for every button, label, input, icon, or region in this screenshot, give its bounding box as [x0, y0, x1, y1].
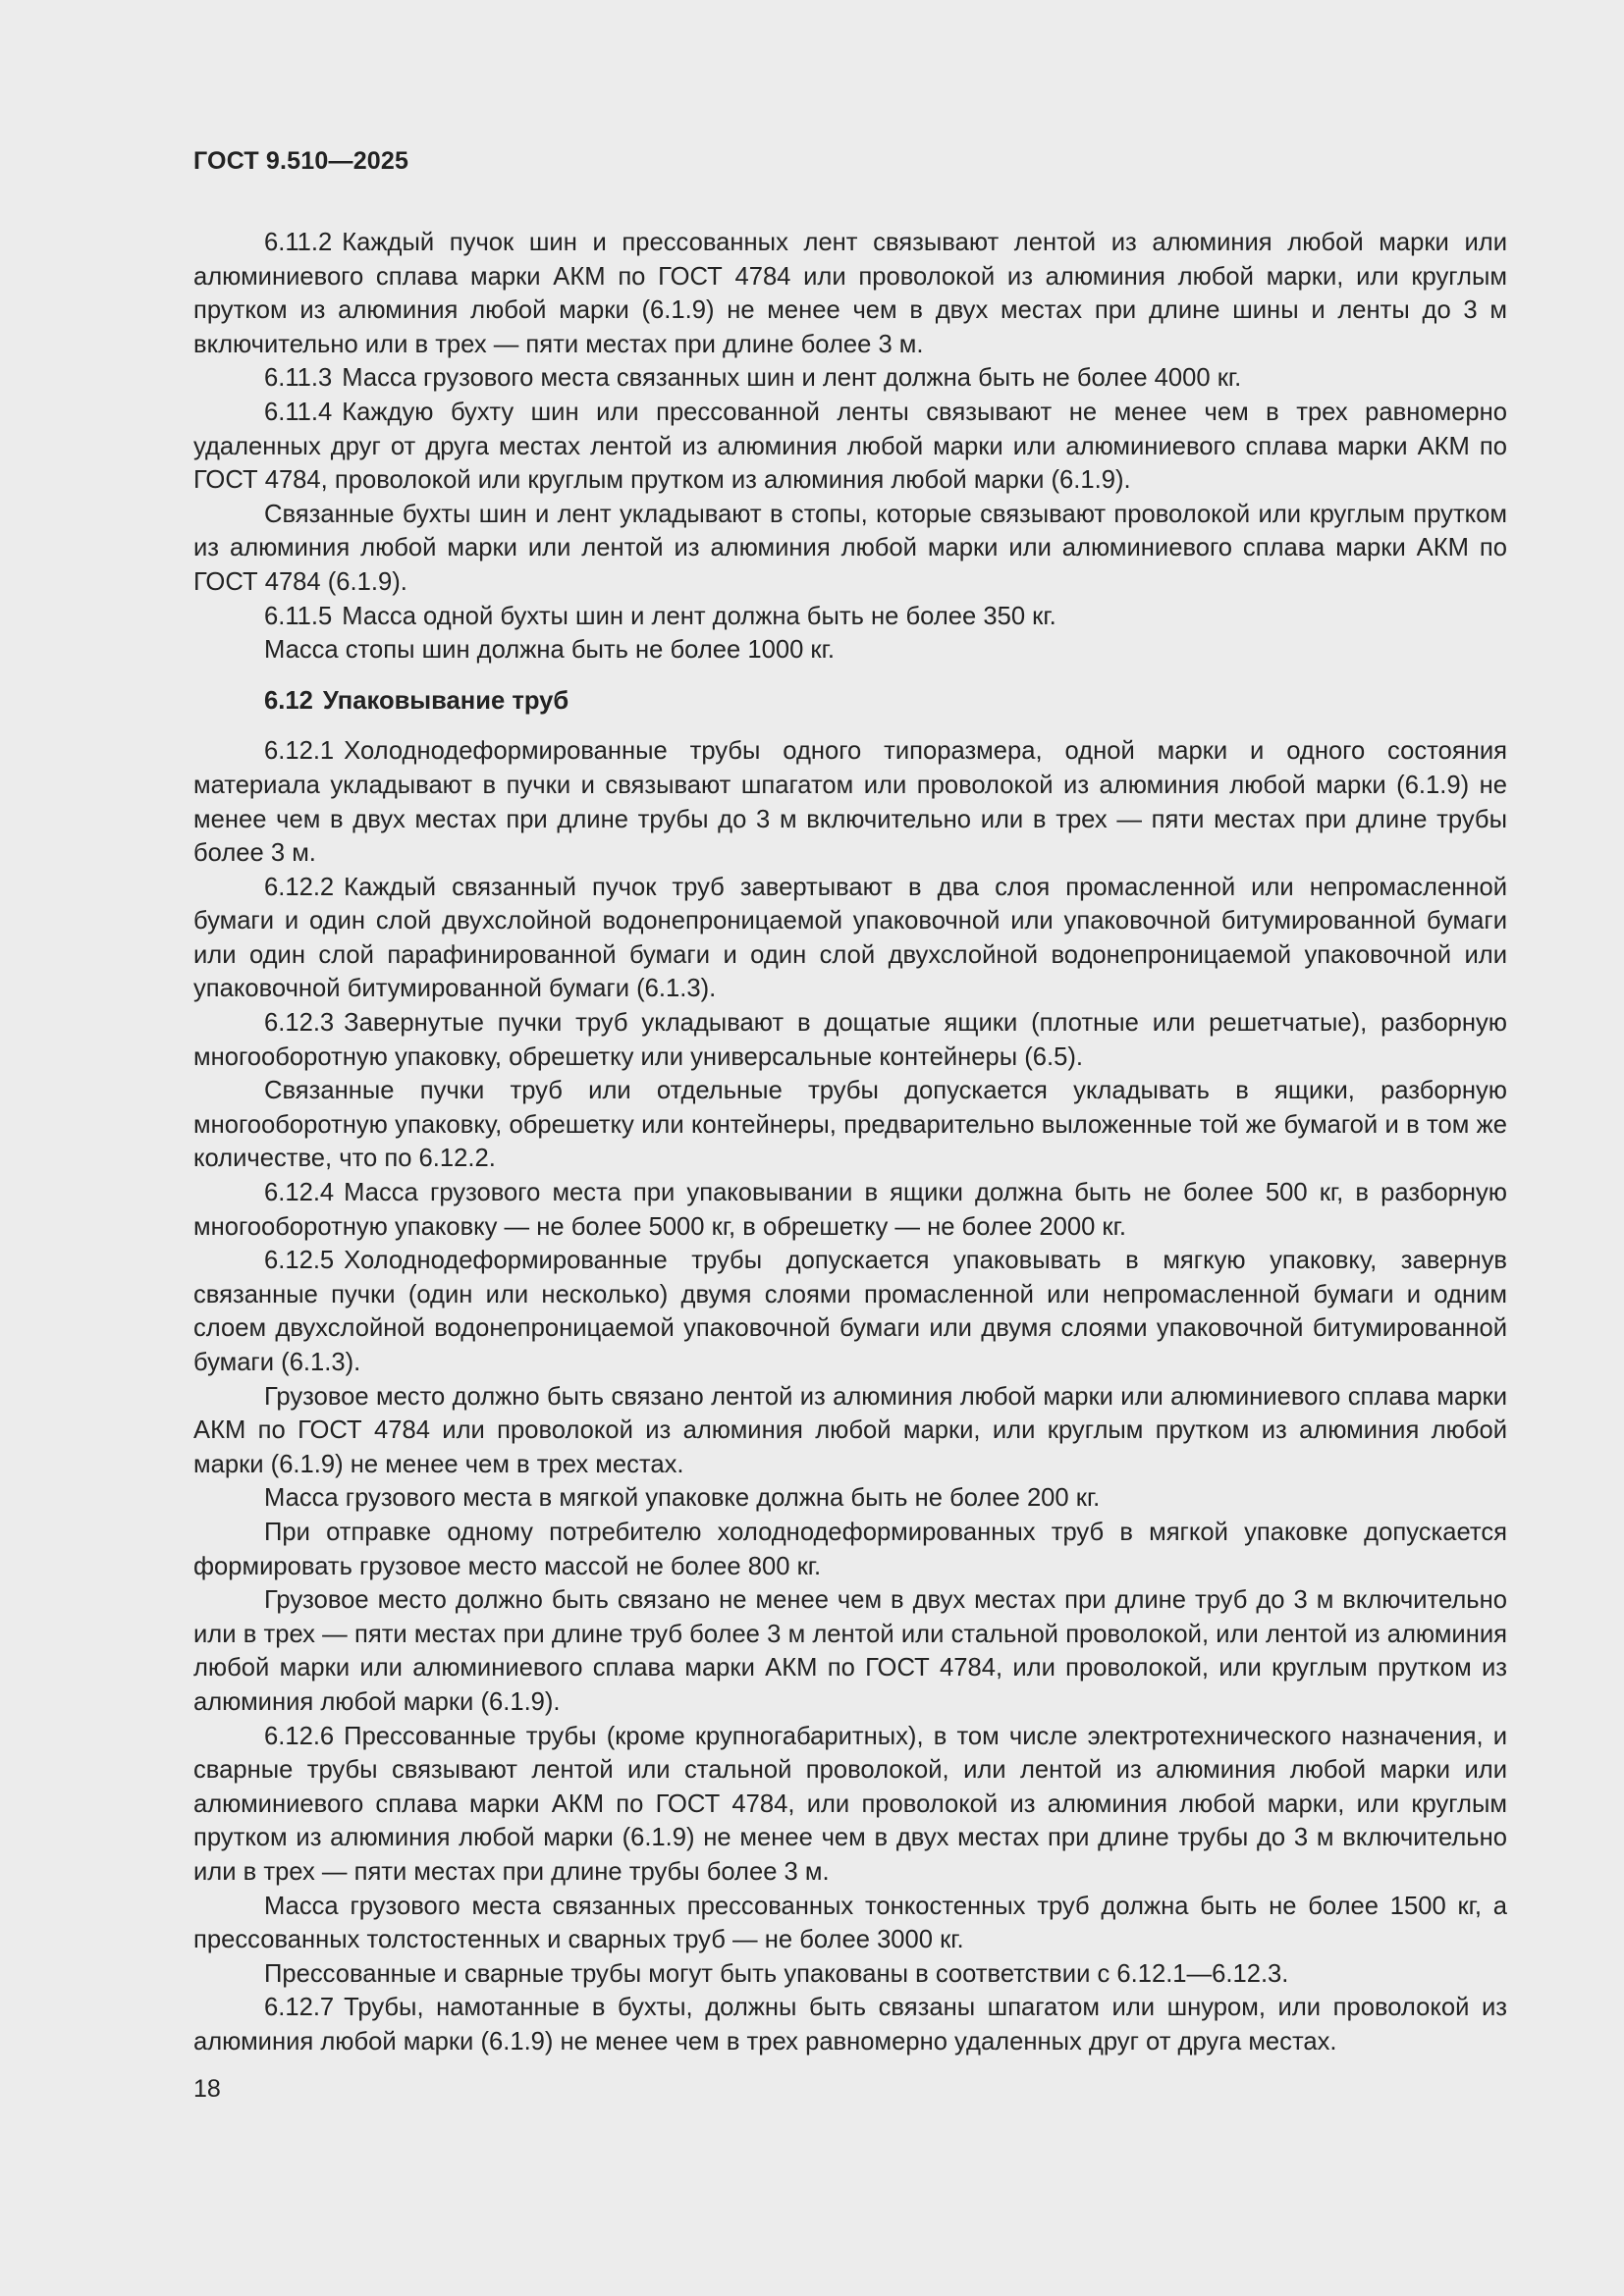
paragraph — [193, 871, 1507, 1006]
paragraph — [193, 226, 1507, 361]
paragraph — [193, 1583, 1507, 1719]
paragraph-text: Связанные пучки труб или отдельные трубы допускается укладывать в ящики, разборную многооборотную упаковку, обрешетку или контейнеры, предварительно выложенные той же бумагой и в том же количестве, что по 6.12.2. — [193, 1077, 1507, 1173]
paragraph-text: При отправке одному потребителю холоднодеформированных труб в мягкой упаковке допускается формировать грузовое место массой не более 800 кг. — [193, 1518, 1507, 1580]
paragraph — [193, 396, 1507, 498]
paragraph-number: 6.12.6 — [264, 1722, 335, 1750]
paragraph — [193, 1481, 1507, 1516]
paragraph-text: Каждый связанный пучок труб завертывают в два слоя промасленной или непромасленной бумаги и один слой двухслойной водонепроницаемой упаковочной или упаковочной битумированной бумаги или один слой парафинированной бумаги и один слой двухслойной водонепроницаемой упаковочной или упаковочной битумированной бумаги (6.1.3). — [193, 873, 1507, 1003]
page-header-title: ГОСТ 9.510—2025 — [193, 147, 409, 175]
paragraph — [193, 1074, 1507, 1176]
paragraph-number: 6.12.5 — [264, 1247, 335, 1275]
paragraph-number: 6.12.4 — [264, 1179, 335, 1207]
paragraph-number: 6.11.4 — [264, 398, 333, 426]
paragraph-text: Масса грузового места в мягкой упаковке должна быть не более 200 кг. — [264, 1484, 1101, 1513]
paragraph-text: Холоднодеформированные трубы одного типоразмера, одной марки и одного состояния материала укладывают в пучки и связывают шпагатом или проволокой из алюминия любой марки (6.1.9) не менее чем в двух местах при длине трубы до 3 м включительно или в трех — пяти местах при длине трубы более 3 м. — [193, 737, 1507, 868]
paragraph — [193, 1516, 1507, 1583]
paragraph-text: Масса грузового места связанных прессованных тонкостенных труб должна быть не более 1500 кг, а прессованных толстостенных и сварных труб — не более 3000 кг. — [193, 1892, 1507, 1954]
paragraph — [193, 734, 1507, 870]
paragraph-number: 6.11.5 — [264, 602, 333, 630]
paragraph-text: Масса одной бухты шин и лент должна быть не более 350 кг. — [342, 602, 1056, 630]
paragraph-text: Прессованные и сварные трубы могут быть упакованы в соответствии с 6.12.1—6.12.3. — [264, 1959, 1289, 1988]
paragraph-text: Каждый пучок шин и прессованных лент связывают лентой из алюминия любой марки или алюминиевого сплава марки АКМ по ГОСТ 4784 или проволокой из алюминия любой марки, или круглым прутком из алюминия любой марки (6.1.9) не менее чем в двух местах при длине шины и ленты до 3 м включительно или в трех — пяти местах при длине более 3 м. — [193, 229, 1507, 358]
paragraph-text: Грузовое место должно быть связано лентой из алюминия любой марки или алюминиевого сплава марки АКМ по ГОСТ 4784 или проволокой из алюминия любой марки, или круглым прутком из алюминия любой марки (6.1.9) не менее чем в трех местах. — [193, 1382, 1507, 1478]
paragraph — [193, 600, 1507, 634]
paragraph-text: Масса грузового места связанных шин и лент должна быть не более 4000 кг. — [342, 364, 1242, 393]
paragraph — [193, 1957, 1507, 1992]
paragraph-text: Масса стопы шин должна быть не более 1000 кг. — [264, 636, 835, 665]
paragraph — [193, 1890, 1507, 1957]
paragraph — [193, 361, 1507, 396]
paragraph — [193, 633, 1507, 667]
paragraph-text: Трубы, намотанные в бухты, должны быть связаны шпагатом или шнуром, или проволокой из алюминия любой марки (6.1.9) не менее чем в трех равномерно удаленных друг от друга местах. — [193, 1994, 1507, 2056]
paragraph — [193, 1991, 1507, 2058]
paragraph — [193, 498, 1507, 600]
paragraph — [193, 1176, 1507, 1244]
paragraph-text: Прессованные трубы (кроме крупногабаритных), в том числе электротехнического назначения, и сварные трубы связывают лентой или стальной проволокой, или лентой из алюминия любой марки или алюминиевого сплава марки АКМ по ГОСТ 4784, или проволокой из алюминия любой марки, или круглым прутком из алюминия любой марки (6.1.9) не менее чем в двух местах при длине трубы до 3 м включительно или в трех — пяти местах при длине трубы более 3 м. — [193, 1722, 1507, 1886]
paragraph-number: 6.12.3 — [264, 1009, 335, 1038]
page-number: 18 — [193, 2075, 221, 2103]
paragraph-text: Грузовое место должно быть связано не менее чем в двух местах при длине труб до 3 м включительно или в трех — пяти местах при длине труб более 3 м лентой или стальной проволокой, или лентой из алюминия любой марки или алюминиевого сплава марки АКМ по ГОСТ 4784, или проволокой, или круглым прутком из алюминия любой марки (6.1.9). — [193, 1586, 1507, 1716]
paragraph — [193, 1006, 1507, 1074]
paragraph-text: Масса грузового места при упаковывании в ящики должна быть не более 500 кг, в разборную многооборотную упаковку — не более 5000 кг, в обрешетку — не более 2000 кг. — [193, 1179, 1507, 1241]
paragraph-text: Связанные бухты шин и лент укладывают в стопы, которые связывают проволокой или круглым прутком из алюминия любой марки или лентой из алюминия любой марки или алюминиевого сплава марки АКМ по ГОСТ 4784 (6.1.9). — [193, 500, 1507, 596]
section-number: 6.12 — [264, 686, 313, 715]
paragraph-number: 6.12.7 — [264, 1994, 335, 2022]
paragraph-number: 6.12.2 — [264, 873, 335, 901]
paragraph-number: 6.11.3 — [264, 364, 333, 393]
paragraph-text: Холоднодеформированные трубы допускается упаковывать в мягкую упаковку, завернув связанные пучки (один или несколько) двумя слоями промасленной или непромасленной бумаги и одним слоем двухслойной водонепроницаемой упаковочной бумаги или двумя слоями упаковочной битумированной бумаги (6.1.3). — [193, 1247, 1507, 1376]
paragraph-number: 6.12.1 — [264, 737, 335, 766]
paragraph-text: Каждую бухту шин или прессованной ленты связывают не менее чем в трех равномерно удаленных друг от друга местах лентой из алюминия любой марки или алюминиевого сплава марки АКМ по ГОСТ 4784, проволокой или круглым прутком из алюминия любой марки (6.1.9). — [193, 398, 1507, 495]
paragraph-text: Завернутые пучки труб укладывают в дощатые ящики (плотные или решетчатые), разборную многооборотную упаковку, обрешетку или универсальные контейнеры (6.5). — [193, 1009, 1507, 1071]
paragraph-group-6-11 — [193, 226, 1507, 667]
paragraph-group-6-12 — [193, 734, 1507, 2058]
paragraph-number: 6.11.2 — [264, 229, 333, 256]
paragraph — [193, 1720, 1507, 1890]
section-title: Упаковывание труб — [322, 686, 569, 715]
paragraph — [193, 1380, 1507, 1482]
document-body — [193, 226, 1507, 2058]
section-heading — [264, 684, 1507, 719]
paragraph — [193, 1244, 1507, 1379]
